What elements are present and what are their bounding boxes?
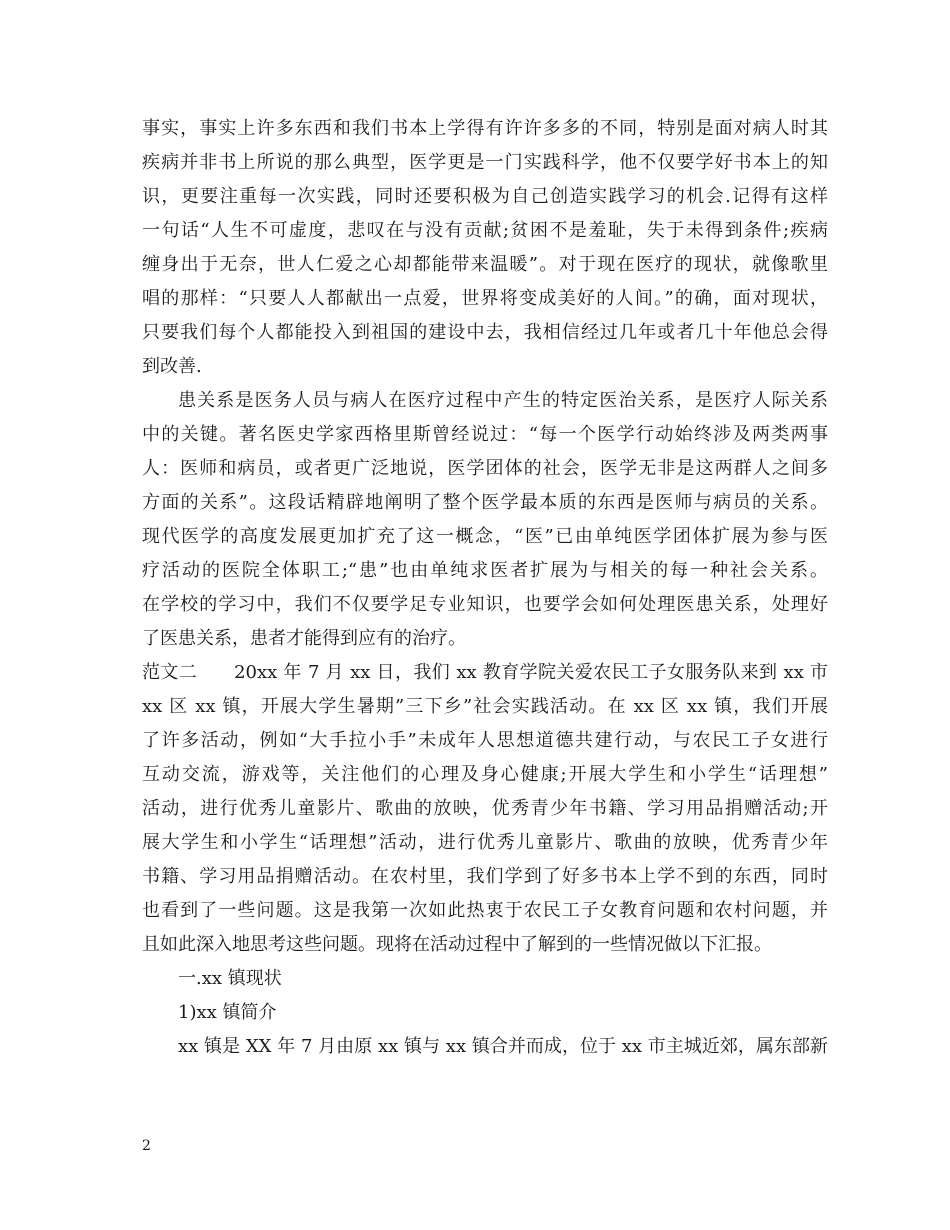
text-line: 只要我们每个人都能投入到祖国的建设中去，我相信经过几年或者几十年他总会得 [142,322,828,343]
text-line: 现代医学的高度发展更加扩充了这一概念，“医”已由单纯医学团体扩展为参与医 [142,526,828,547]
text-line: 也看到了一些问题。这是我第一次如此热衷于农民工子女教育问题和农村问题，并 [142,900,828,921]
text-line: 一.xx 镇现状 [178,968,282,989]
text-line: 人：医师和病员，或者更广泛地说，医学团体的社会，医学无非是这两群人之间多 [142,458,828,479]
text-line: 患关系是医务人员与病人在医疗过程中产生的特定医治关系，是医疗人际关系 [178,390,828,411]
text-line: 一句话“人生不可虚度，悲叹在与没有贡献;贫困不是羞耻，失于未得到条件;疾病 [142,220,828,241]
text-line: 展大学生和小学生“话理想”活动，进行优秀儿童影片、歌曲的放映，优秀青少年 [142,832,828,853]
text-line: 活动，进行优秀儿童影片、歌曲的放映，优秀青少年书籍、学习用品捐赠活动;开 [142,798,828,819]
text-line: 了许多活动，例如“大手拉小手”未成年人思想道德共建行动，与农民工子女进行 [142,730,828,751]
text-line: 书籍、学习用品捐赠活动。在农村里，我们学到了好多书本上学不到的东西，同时 [142,866,828,887]
text-line: xx 镇是 XX 年 7 月由原 xx 镇与 xx 镇合并而成，位于 xx 市主城近郊，属东部新 [178,1036,828,1057]
text-line: 互动交流，游戏等，关注他们的心理及身心健康;开展大学生和小学生“话理想” [142,764,828,785]
text-line: 范文二 20xx 年 7 月 xx 日，我们 xx 教育学院关爱农民工子女服务队来到 xx 市 [142,662,828,683]
text-line: 疗活动的医院全体职工;“患”也由单纯求医者扩展为与相关的每一种社会关系。 [142,560,828,581]
text-line: 识，更要注重每一次实践，同时还要积极为自己创造实践学习的机会.记得有这样 [142,186,828,207]
text-line: 疾病并非书上所说的那么典型，医学更是一门实践科学，他不仅要学好书本上的知 [142,152,828,173]
page-number: 2 [142,1138,151,1154]
text-line: 中的关键。著名医史学家西格里斯曾经说过：“每一个医学行动始终涉及两类两事 [142,424,828,445]
text-line: xx 区 xx 镇，开展大学生暑期”三下乡”社会实践活动。在 xx 区 xx 镇，我们开展 [142,696,828,717]
text-line: 了医患关系，患者才能得到应有的治疗。 [142,628,466,649]
text-line: 方面的关系”。这段话精辟地阐明了整个医学最本质的东西是医师与病员的关系。 [142,492,828,513]
text-line: 唱的那样：“只要人人都献出一点爱，世界将变成美好的人间。”的确，面对现状， [142,288,828,309]
text-line: 1)xx 镇简介 [178,1002,277,1023]
text-line: 到改善. [142,356,202,377]
text-line: 在学校的学习中，我们不仅要学足专业知识，也要学会如何处理医患关系，处理好 [142,594,828,615]
text-line: 且如此深入地思考这些问题。现将在活动过程中了解到的一些情况做以下汇报。 [142,934,772,955]
text-line: 缠身出于无奈，世人仁爱之心却都能带来温暖”。对于现在医疗的现状，就像歌里 [142,254,828,275]
text-line: 事实，事实上许多东西和我们书本上学得有许许多多的不同，特别是面对病人时其 [142,118,828,139]
document-body [142,112,828,1064]
